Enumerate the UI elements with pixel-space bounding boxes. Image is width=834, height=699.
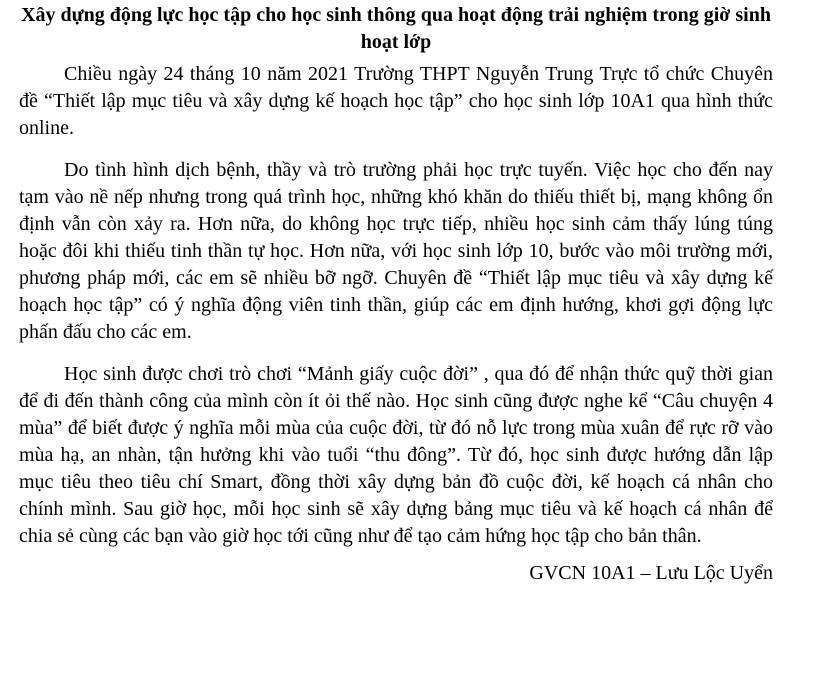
article-paragraph-3: Học sinh được chơi trò chơi “Mảnh giấy cuộc đời” , qua đó để nhận thức quỹ thời gian để đi đến thành công của mình còn ít ỏi thế nào. Học sinh cũng được nghe kể “Câu chuyện 4 mùa” để biết được ý nghĩa mỗi mùa của cuộc đời, từ đó nỗ lực trong mùa xuân để rực rỡ vào mùa hạ, an nhàn, tận hưởng khi vào tuổi “thu đông”. Từ đó, học sinh được hướng dẫn lập mục tiêu theo tiêu chí Smart, đồng thời xây dựng bản đồ cuộc đời, kế hoạch cá nhân cho chính mình. Sau giờ học, mỗi học sinh sẽ xây dựng bảng mục tiêu và kế hoạch cá nhân để chia sẻ cùng các bạn vào giờ học tới cũng như để tạo cảm hứng học tập cho bản thân. xyxy=(19,363,773,547)
document-page xyxy=(19,2,773,587)
article-title: Xây dựng động lực học tập cho học sinh thông qua hoạt động trải nghiệm trong giờ sinh hoạt lớp xyxy=(21,4,771,53)
article-paragraph-1: Chiều ngày 24 tháng 10 năm 2021 Trường THPT Nguyễn Trung Trực tổ chức Chuyên đề “Thiết lập mục tiêu và xây dựng kế hoạch học tập” cho học sinh lớp 10A1 qua hình thức online. xyxy=(19,63,773,139)
article-paragraph-2: Do tình hình dịch bệnh, thầy và trò trường phải học trực tuyến. Việc học cho đến nay tạm vào nề nếp nhưng trong quá trình học, những khó khăn do thiếu thiết bị, mạng không ổn định vẫn còn xảy ra. Hơn nữa, do không học trực tiếp, nhiều học sinh cảm thấy lúng túng hoặc đôi khi thiếu tinh thần tự học. Hơn nữa, với học sinh lớp 10, bước vào môi trường mới, phương pháp mới, các em sẽ nhiều bỡ ngỡ. Chuyên đề “Thiết lập mục tiêu và xây dựng kế hoạch học tập” có ý nghĩa động viên tinh thần, giúp các em định hướng, khơi gợi động lực phấn đấu cho các em. xyxy=(19,159,773,343)
author-signature: GVCN 10A1 – Lưu Lộc Uyển xyxy=(529,562,773,584)
